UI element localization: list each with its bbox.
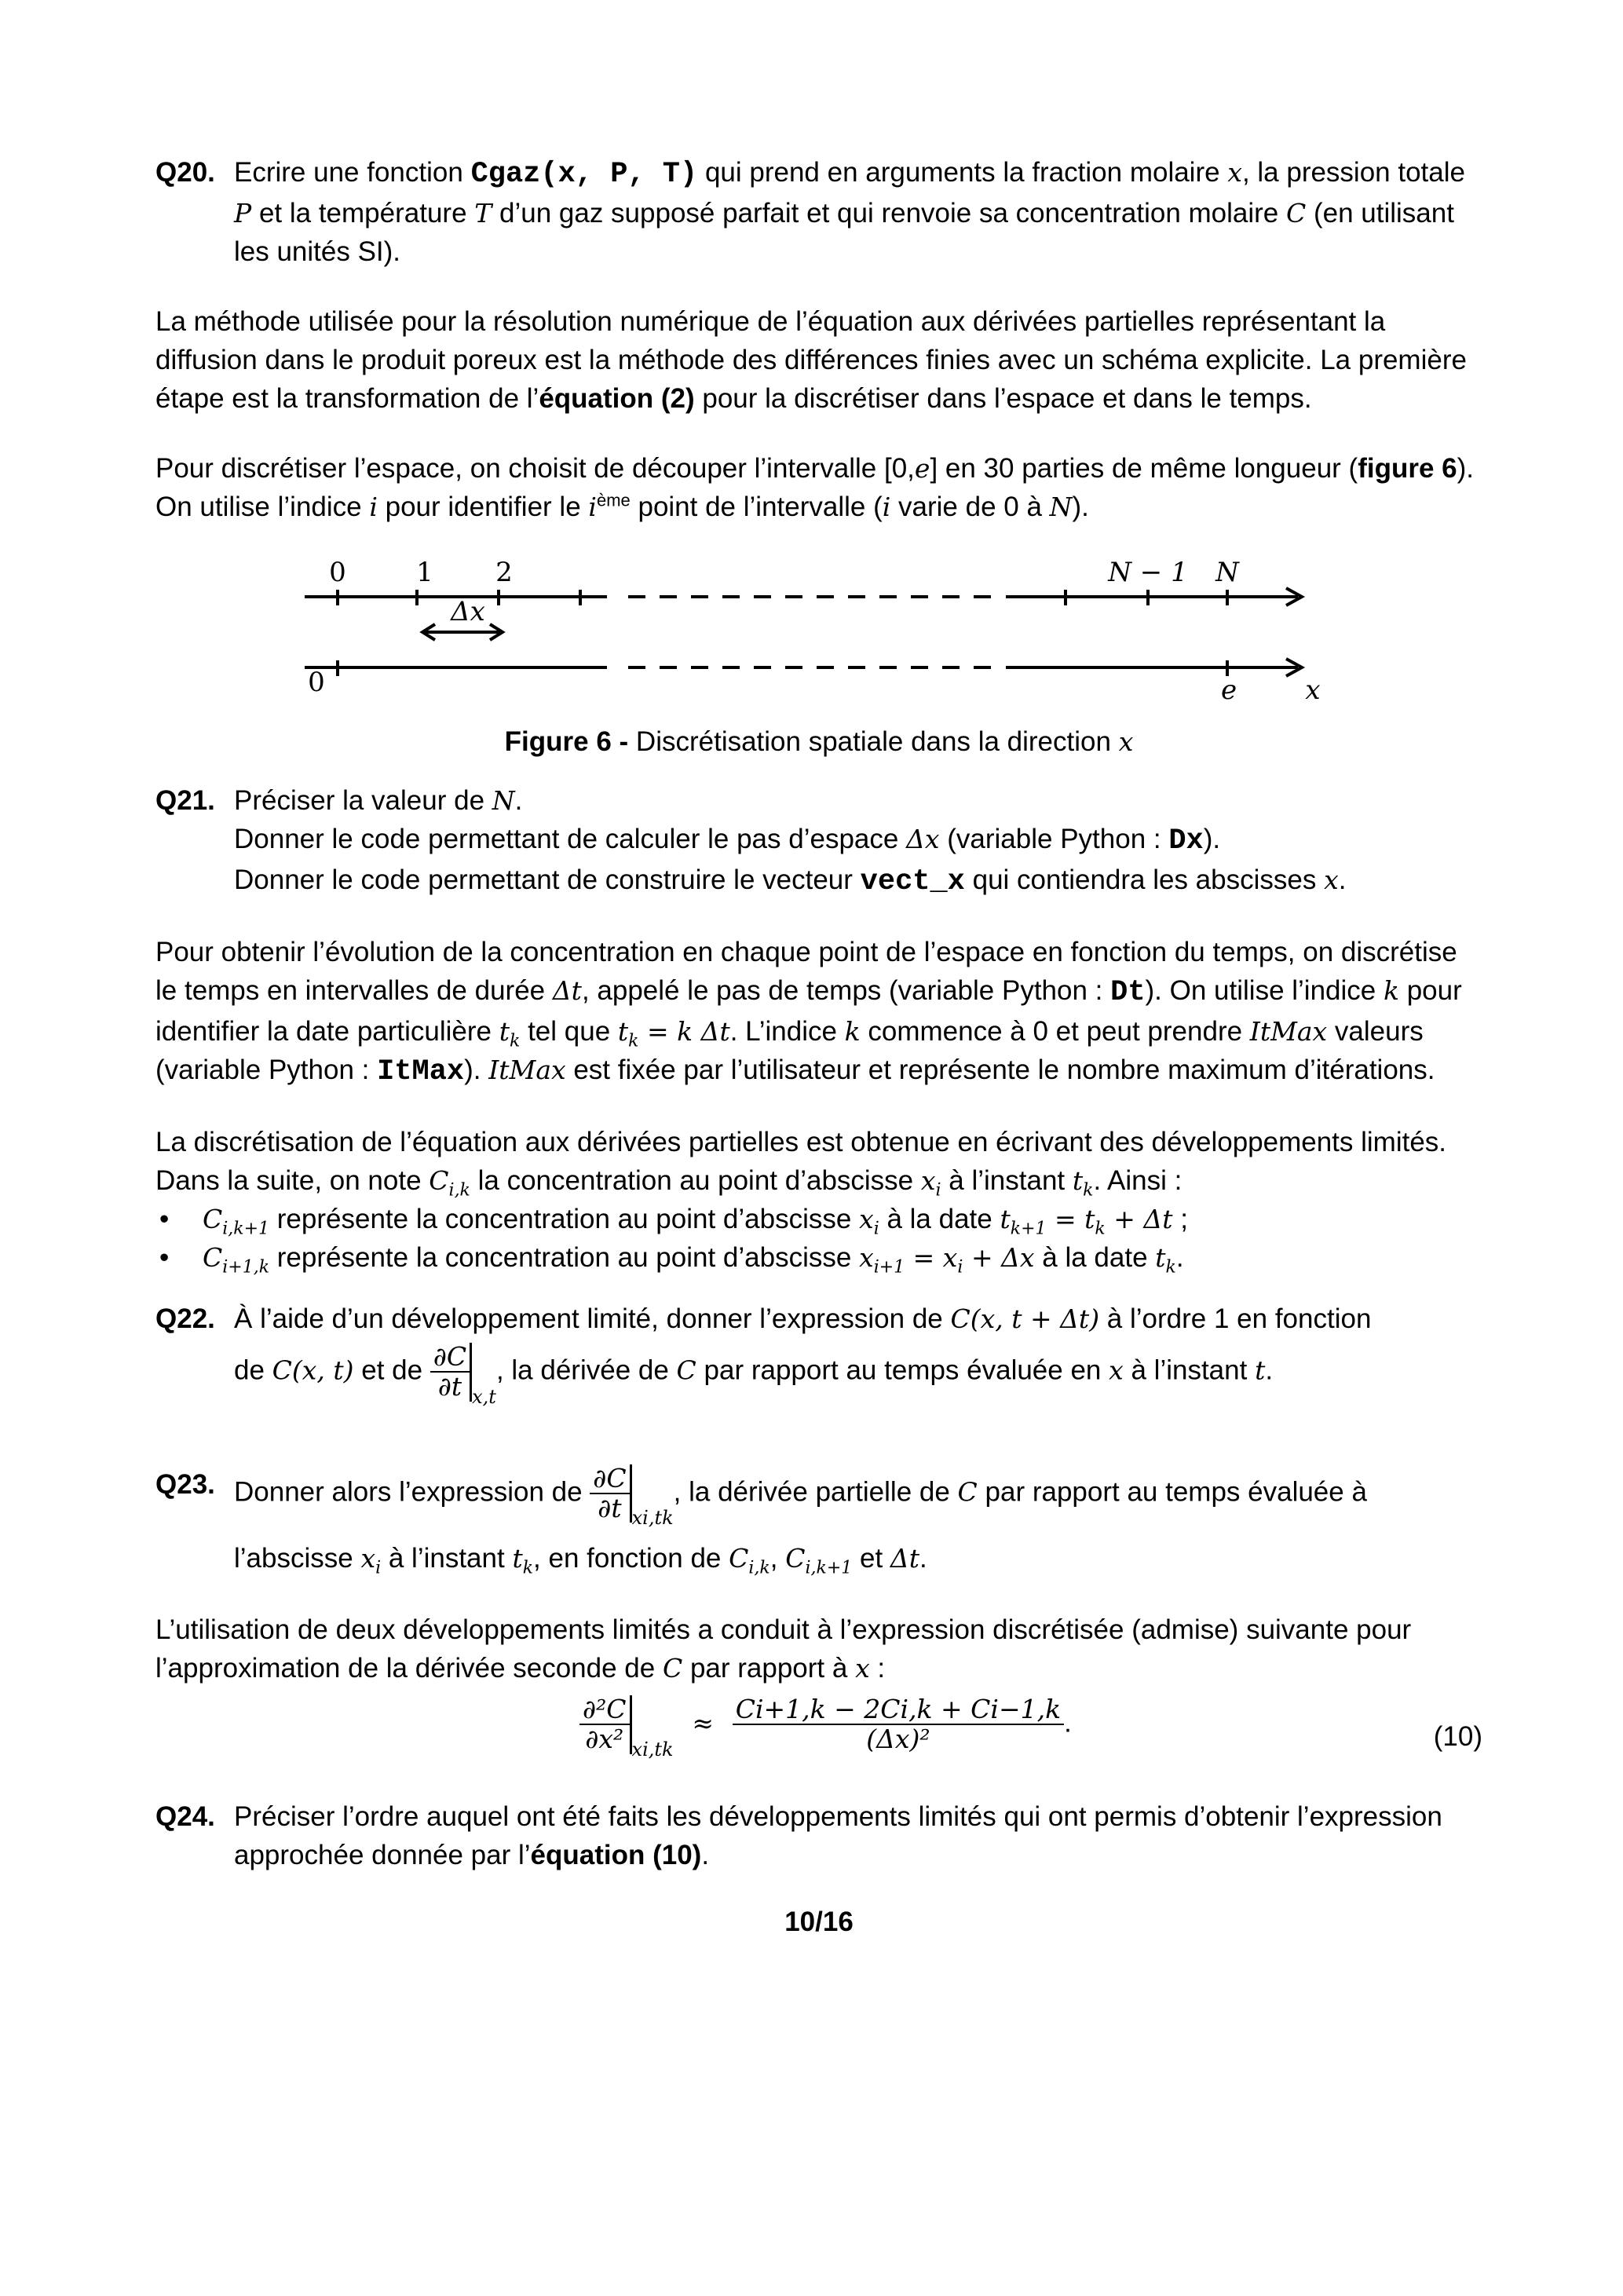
code-vect-x: vect_x: [860, 865, 965, 898]
eq10-rhs-denominator: (Δx)²: [866, 1724, 930, 1755]
delta-x-label: Δx: [451, 596, 485, 627]
code-cgaz: Cgaz(x, P, T): [470, 158, 698, 191]
equation-number: (10): [1433, 1721, 1482, 1753]
page-number: 10/16: [784, 1907, 854, 1938]
notation-list: [155, 1200, 1482, 1277]
eq10-approx: ≈: [692, 1707, 714, 1738]
eq10-eval-subscript: xi,tk: [631, 1738, 674, 1760]
question-24: [155, 1797, 1482, 1874]
eq10-rhs-numerator: Ci+1,k − 2Ci,k + Ci−1,k: [733, 1695, 1064, 1725]
origin-label: 0: [308, 667, 325, 698]
paragraph-space-discretization: Pour discrétiser l’espace, on choisit de découper l’intervalle [0,e] en 30 parties de même longueur (figure 6). On utilise l’indice i pour identifier le $i^{ème}$ point de l’intervalle (i varie de 0 à N).: [155, 453, 1475, 522]
index-1-label: 1: [416, 557, 433, 588]
code-dx: Dx: [1168, 824, 1204, 857]
question-text-2: de C(x, t) et de $\frac{\partial C}{\partial t}$ x,t, la dérivée de C par rapport au temps évaluée en x à l’instant t.: [234, 1341, 1274, 1408]
page-content: [155, 153, 1482, 1941]
question-label: Q20.: [155, 157, 215, 188]
paragraph-second-derivative: L’utilisation de deux développements limités a conduit à l’expression discrétisée (admise) suivante pour l’approximation de la dérivée seconde de C par rapport à x :: [155, 1614, 1412, 1684]
question-label: Q23.: [155, 1468, 215, 1500]
eq10-lhs-numerator: ∂²C: [579, 1695, 630, 1725]
index-2-label: 2: [495, 557, 513, 588]
question-22: [155, 1299, 1482, 1417]
index-n-minus-1-label: N − 1: [1108, 557, 1188, 588]
eq10-lhs-denominator: ∂x²: [585, 1724, 624, 1755]
equation-10-body: $\frac{\text{∂²C}}{\text{∂x²}}$ xi,tk ≈ $\frac{Ci+1,k - 2Ci,k + Ci-1,k}{\text{(Δx)²}}$ .: [579, 1695, 1072, 1769]
question-label: Q21.: [155, 785, 215, 816]
question-text: Donner alors l’expression de $\frac{\partial C}{\partial t}$ xi,tk, la dérivée partielle de C par rapport au temps évaluée à l’abscisse $x_i$ à l’instant $t_k$, en fonction de $C_{i,k}$, $C_{i,k+1}$ et Δt.: [234, 1462, 1367, 1578]
paragraph-method: La méthode utilisée pour la résolution numérique de l’équation aux dérivées partielles représentant la diffusion dans le produit poreux est la méthode des différences finies avec un schéma explicite. La première étape est la transformation de l’équation (2) pour la discrétiser dans l’espace et dans le temps.: [155, 306, 1467, 414]
equation-10: [155, 1687, 1482, 1797]
question-text: Ecrire une fonction Cgaz(x, P, T) qui prend en arguments la fraction molaire x, la pression totale P et la température T d’un gaz supposé parfait et qui renvoie sa concentration molaire C (en utilisant les unités SI).: [234, 157, 1465, 267]
index-n-label: N: [1215, 557, 1239, 588]
question-label: Q22.: [155, 1303, 215, 1334]
e-label: e: [1220, 675, 1237, 706]
index-0-label: 0: [329, 557, 346, 588]
q21-line-2: Donner le code permettant de calculer le pas d’espace Δx (variable Python : Dx).: [234, 824, 1221, 857]
x-axis-label: x: [1305, 675, 1321, 706]
partial-derivative-t: $\frac{\partial C}{\partial t}$: [590, 1464, 631, 1523]
partial-derivative-t: $\frac{\partial C}{\partial t}$: [430, 1343, 472, 1402]
question-text: Préciser l’ordre auquel ont été faits les développements limités qui ont permis d’obtenir l’expression approchée donnée par l’équation (10).: [234, 1801, 1442, 1871]
q21-line-3: Donner le code permettant de construire le vecteur vect_x qui contiendra les abscisses x.: [234, 865, 1347, 898]
question-text: À l’aide d’un développement limité, donner l’expression de C(x, t + Δt) à l’ordre 1 en fonction: [234, 1303, 1372, 1334]
q21-line-1: Préciser la valeur de N.: [234, 785, 523, 816]
list-item: • $C_{i+1,k}$ représente la concentration au point d’abscisse $x_{i+1} = x_i + \Delta x$ à la date $t_k$.: [203, 1238, 1482, 1277]
figure-6-diagram: [155, 534, 1482, 722]
paragraph-notation: La discrétisation de l’équation aux dérivées partielles est obtenue en écrivant des développements limités. Dans la suite, on note $C_{i,k}$ la concentration au point d’abscisse $x_i$ à l’instant $t_k$. Ainsi :: [155, 1127, 1447, 1201]
question-20: [155, 153, 1482, 271]
question-23: [155, 1464, 1482, 1580]
figure-6-caption: Figure 6 - Discrétisation spatiale dans la direction x: [504, 726, 1134, 757]
question-label: Q24.: [155, 1801, 215, 1833]
question-21: [155, 781, 1482, 901]
list-item: • $C_{i,k+1}$ représente la concentration au point d’abscisse $x_i$ à la date $t_{k+1} = t_k + \Delta t$ ;: [203, 1200, 1482, 1238]
paragraph-time-discretization: Pour obtenir l’évolution de la concentration en chaque point de l’espace en fonction du temps, on discrétise le temps en intervalles de durée Δt, appelé le pas de temps (variable Python : Dt). On utilise l’indice k pour identifier la date particulière $t_k$ tel que $t_k = k$ Δt. L’indice k commence à 0 et peut prendre ItMax valeurs (variable Python : ItMax). ItMax est fixée par l’utilisateur et représente le nombre maximum d’itérations.: [155, 937, 1462, 1088]
